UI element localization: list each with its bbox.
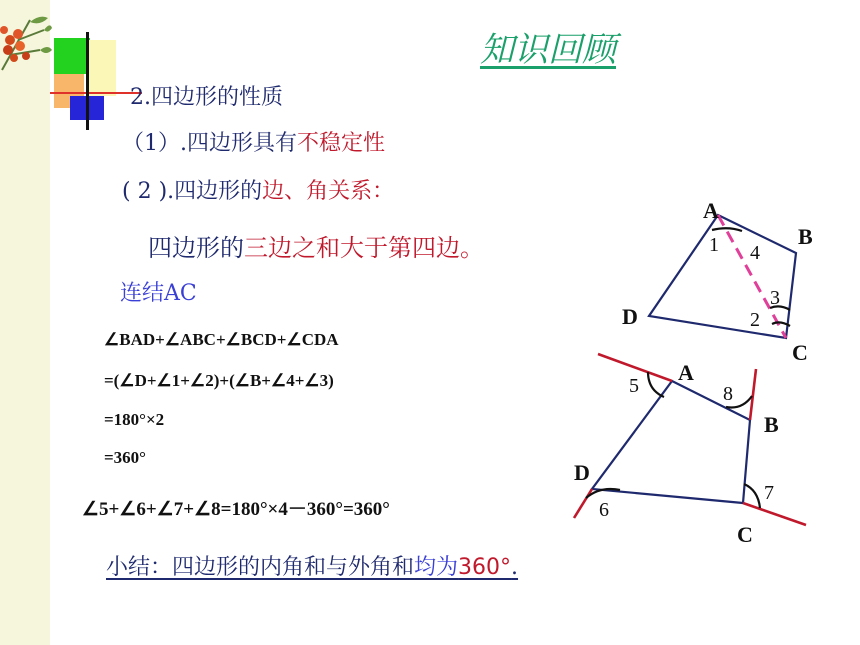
figure2-angle-8: 8: [723, 383, 733, 405]
figure2-angle-7: 7: [764, 482, 774, 504]
section-heading: 2.四边形的性质: [130, 85, 283, 110]
item2-emphasis: 边、角关系：: [262, 179, 395, 204]
item1-prefix: （1）.四边形具有: [122, 131, 297, 156]
figure2-angle-6: 6: [599, 499, 609, 521]
figure1-quadrilateral: [649, 215, 796, 338]
figure1-angle-4: 4: [750, 242, 760, 264]
figure1-angle-3: 3: [770, 287, 780, 309]
figure2-vertex-b: B: [764, 412, 779, 437]
figure1-angle-1: 1: [709, 234, 719, 256]
side-relation-prefix: 四边形的: [148, 234, 244, 262]
proof-line-4: =360°: [104, 448, 146, 467]
figure2-extension-b: [750, 369, 756, 420]
figure1-angle-2: 2: [750, 309, 760, 331]
summary-mid: 均为: [414, 555, 459, 580]
proof-line-3: =180°×2: [104, 410, 165, 429]
proof-line-2: =(∠D+∠1+∠2)+(∠B+∠4+∠3): [104, 371, 334, 390]
item2-prefix: ( 2 ).四边形的: [122, 179, 263, 204]
figure2-vertex-a: A: [678, 360, 694, 385]
summary-end: .: [511, 555, 519, 580]
figure1-angle-arc-a: [712, 228, 742, 231]
side-relation-emphasis: 三边之和大于第四边。: [244, 234, 484, 262]
exterior-angle-sum: ∠5+∠6+∠7+∠8=180°×4－360°=360°: [82, 499, 390, 520]
figure1-vertex-d: D: [622, 304, 638, 329]
figure2-angle-5: 5: [629, 375, 639, 397]
summary-prefix: 小结：四边形的内角和与外角和: [106, 555, 415, 580]
figure1-vertex-c: C: [792, 340, 808, 365]
figure2-vertex-c: C: [737, 522, 753, 547]
item1-emphasis: 不稳定性: [297, 131, 386, 156]
proof-line-1: ∠BAD+∠ABC+∠BCD+∠CDA: [104, 330, 339, 349]
figure-2: [574, 354, 806, 547]
summary-value: 360°: [458, 555, 512, 580]
figure2-vertex-d: D: [574, 460, 590, 485]
page-title: 知识回顾: [480, 30, 616, 70]
figure-1: [622, 198, 813, 365]
figure1-vertex-b: B: [798, 224, 813, 249]
figure1-vertex-a: A: [703, 198, 719, 223]
connect-ac: 连结AC: [120, 281, 197, 306]
figure2-extension-d: [574, 489, 592, 518]
